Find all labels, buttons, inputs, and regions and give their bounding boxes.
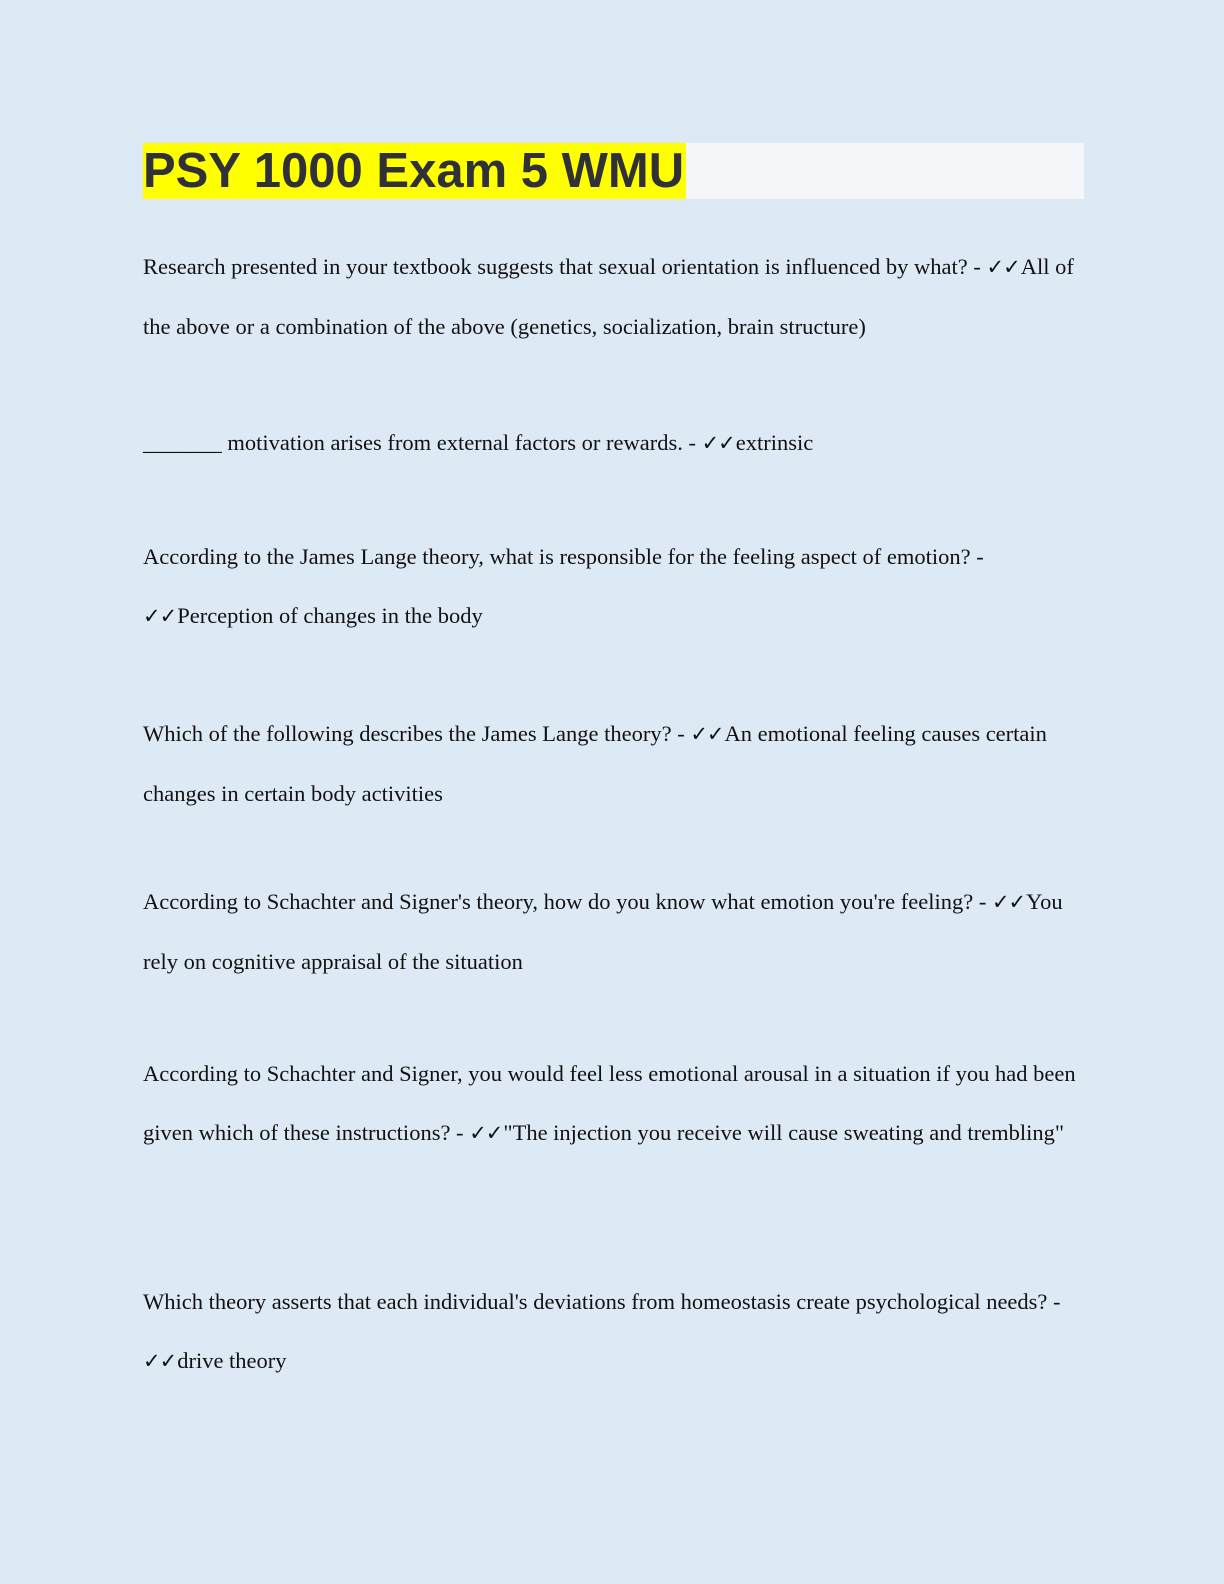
qa-item-4 [143, 704, 1083, 823]
answer-text: drive theory [177, 1348, 287, 1373]
qa-item-3 [143, 527, 1083, 646]
check-icon: ✓✓ [701, 431, 735, 455]
question-text: Research presented in your textbook suggests that sexual orientation is influenced by what? - [143, 254, 987, 279]
question-text: According to the James Lange theory, what is responsible for the feeling aspect of emotion? - [143, 544, 984, 569]
check-icon: ✓✓ [143, 604, 177, 628]
answer-text: extrinsic [735, 430, 814, 455]
answer-text: An emotional feeling causes certain changes in certain body activities [143, 721, 1047, 806]
question-text: Which theory asserts that each individual's deviations from homeostasis create psychological needs? - [143, 1289, 1061, 1314]
question-text: According to Schachter and Signer, you would feel less emotional arousal in a situation if you had been given which of these instructions? - [143, 1061, 1076, 1145]
document-title: PSY 1000 Exam 5 WMU [143, 144, 685, 198]
check-icon: ✓✓ [690, 722, 724, 746]
answer-text: You rely on cognitive appraisal of the situation [143, 889, 1063, 974]
answer-text: "The injection you receive will cause sweating and trembling" [503, 1120, 1065, 1145]
qa-item-6 [143, 1044, 1083, 1163]
qa-item-7 [143, 1272, 1083, 1391]
answer-text: All of the above or a combination of the above (genetics, socialization, brain structure) [143, 254, 1074, 339]
check-icon: ✓✓ [469, 1121, 503, 1145]
qa-item-1 [143, 237, 1083, 356]
check-icon: ✓✓ [143, 1349, 177, 1373]
answer-text: Perception of changes in the body [177, 603, 483, 628]
question-text: According to Schachter and Signer's theory, how do you know what emotion you're feeling? - [143, 889, 992, 914]
check-icon: ✓✓ [986, 255, 1020, 279]
question-text: _______ motivation arises from external factors or rewards. - [143, 430, 702, 455]
check-icon: ✓✓ [991, 890, 1026, 914]
question-text: Which of the following describes the James Lange theory? - [143, 721, 691, 746]
qa-item-2 [143, 413, 1083, 473]
qa-item-5 [143, 872, 1083, 991]
